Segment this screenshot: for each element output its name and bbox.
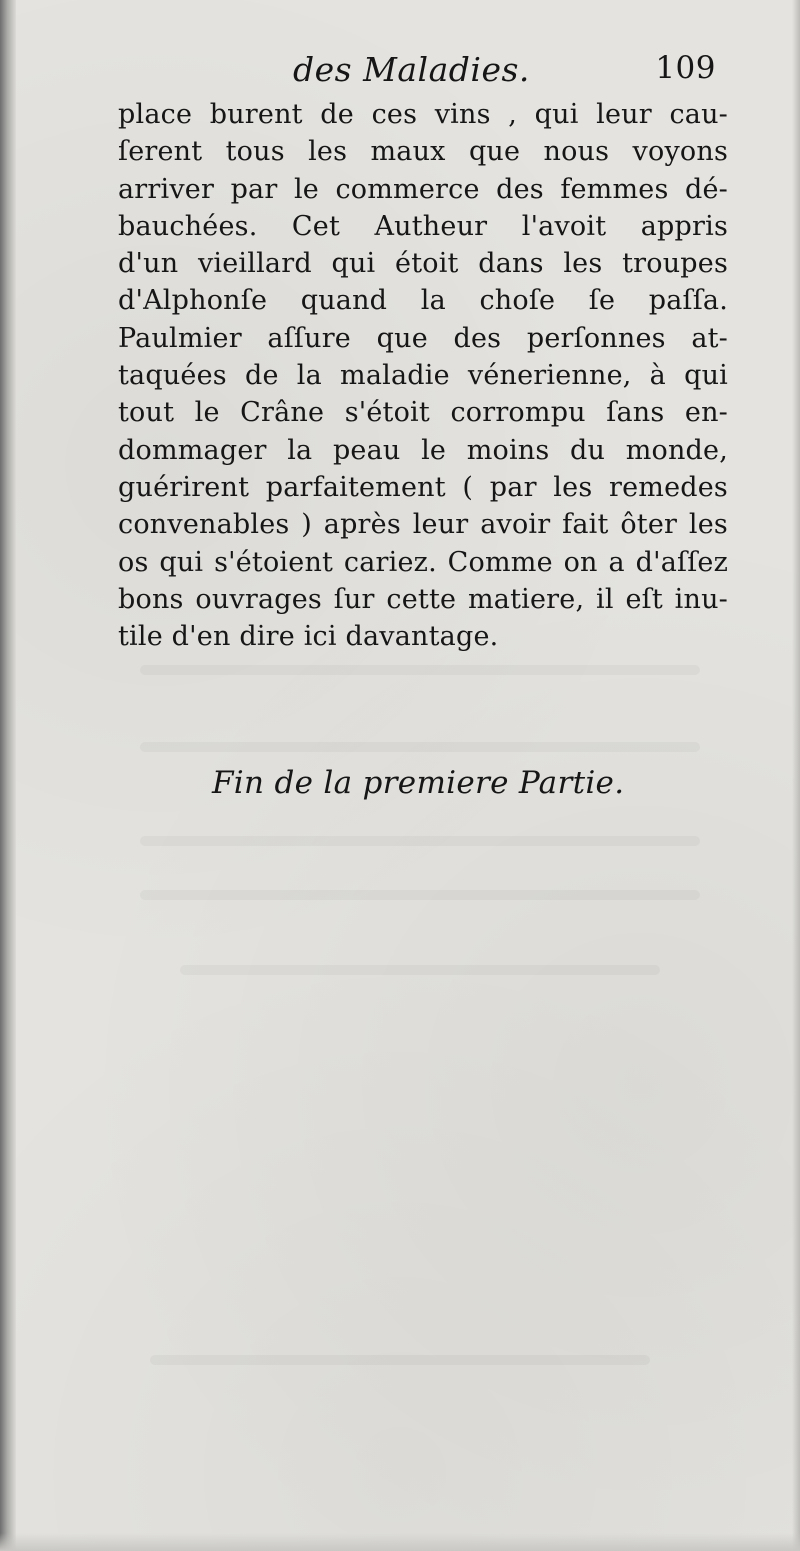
text-line: place burent de ces vins , qui leur cau- xyxy=(118,99,728,130)
text-line: taquées de la maladie vénerienne, à qui xyxy=(118,360,728,392)
page-right-edge xyxy=(792,0,800,1551)
show-through-line xyxy=(140,890,700,900)
text-line: dommager la peau le moins du monde, xyxy=(118,434,728,466)
text-line: d'un vieillard qui étoit dans les troupes xyxy=(118,248,728,280)
page-bottom-edge xyxy=(0,1533,800,1551)
show-through-line xyxy=(150,1355,650,1365)
text-line: convenables ) après leur avoir fait ôter les xyxy=(118,509,728,541)
running-head: des Maladies. xyxy=(293,50,530,89)
page-gutter-shadow xyxy=(0,0,16,1551)
text-line-last: tile d'en dire ici davantage. xyxy=(118,621,499,653)
show-through-line xyxy=(180,965,660,975)
text-line: arriver par le commerce des femmes dé- xyxy=(118,173,728,205)
show-through-line xyxy=(140,742,700,752)
text-line: Paulmier aſſure que des perſonnes at- xyxy=(118,322,728,354)
text-line: bons ouvrages ſur cette matiere, il eſt inu- xyxy=(118,583,728,615)
end-of-part-colophon: Fin de la premiere Partie. xyxy=(212,765,625,801)
page-header xyxy=(118,50,716,96)
show-through-line xyxy=(140,665,700,675)
show-through-line xyxy=(140,836,700,846)
page-number: 109 xyxy=(655,50,716,86)
text-line: guérirent parfaitement ( par les remedes xyxy=(118,471,728,503)
text-line: bauchées. Cet Autheur l'avoit appris xyxy=(118,210,728,242)
text-line: tout le Crâne s'étoit corrompu ſans en- xyxy=(118,397,728,429)
text-line: os qui s'étoient cariez. Comme on a d'aſſez xyxy=(118,546,728,578)
body-text xyxy=(118,96,728,655)
text-line: d'Alphonſe quand la choſe ſe paſſa. xyxy=(118,285,728,317)
text-line: ſerent tous les maux que nous voyons xyxy=(118,136,728,168)
